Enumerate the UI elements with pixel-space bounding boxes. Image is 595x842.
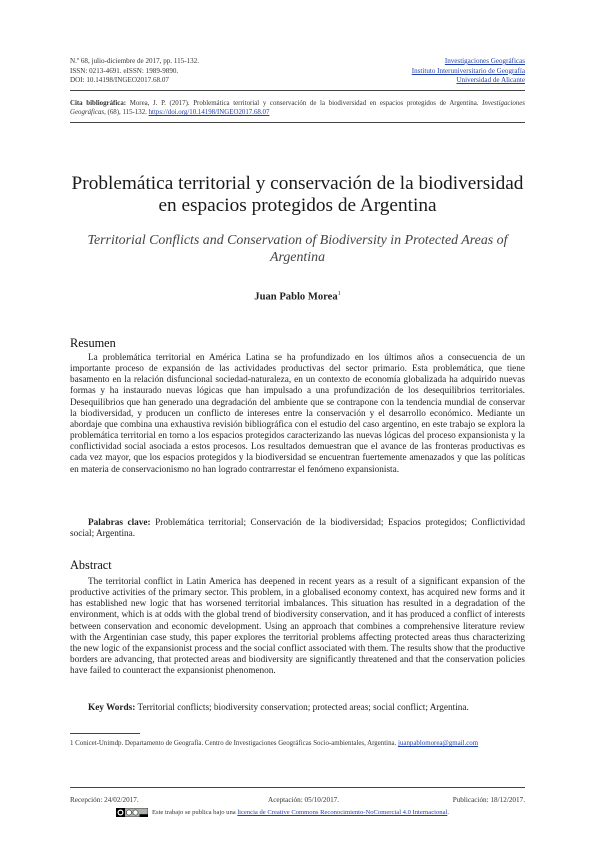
abstract-text: The territorial conflict in Latin America has deepened in recent years as a result of a significant expansion of the productive activities of the primary sector. This problem, in a globalised economy context, has acquired new forms and it has established new logic that has worsened territorial imbalances. This situation has resulted in a degradation of the environment, which is at odds with the global trend of biodiversity conservation, and it has produced a conflict of interests between conservation and economic development. Using an approach that combines a comprehensive literature review with the Argentinian case study, this paper explores the territorial problems affecting protected areas thus characterizing the new logic of the expansionist process and the social conflict associated with them. The results show that the productive borders are advancing, that protected areas and biodiversity are significantly threatened and that the conservation policies have failed to counteract the expansionist phenomenon. (70, 577, 525, 677)
author-name (70, 291, 525, 303)
journal-issue-info (70, 57, 199, 86)
received-date: Recepción: 24/02/2017. (70, 796, 139, 804)
citation-issue: , (68), 115-132. (104, 109, 149, 117)
journal-name-link[interactable]: Investigaciones Geográficas (444, 57, 525, 65)
citation-text: Morea, J. P. (2017). Problemática territorial y conservación de la biodiversidad en espacios protegidos de Argentina. (126, 100, 483, 107)
resumen-paragraph (70, 353, 525, 476)
footnote-email-link[interactable]: juanpablomorea@gmail.com (398, 740, 479, 747)
citation-divider (70, 122, 525, 123)
published-date: Publicación: 18/12/2017. (452, 796, 525, 804)
keywords-label-en: Key Words: (88, 703, 136, 713)
license-line (116, 808, 536, 817)
license-text: Este trabajo se publica bajo una (152, 809, 238, 817)
citation-block (70, 99, 525, 118)
citation-doi-link[interactable]: https://doi.org/10.14198/INGEO2017.68.07 (148, 109, 270, 117)
resumen-text: La problemática territorial en América Latina se ha profundizado en los últimos años a consecuencia de un importante proceso de expansión de las actividades productivas del sector primario. Esta problemática, que tiene basamento en la relación disfuncional sociedad-naturaleza, en un contexto de economía globalizada ha adquirido nuevas formas y ha instaurado nuevas lógicas que han impulsado a una profundización de los desequilibrios territoriales. Desequilibrios que han generado una degradación del ambiente que se contrapone con la tendencia mundial de conservar la biodiversidad, y producen un conflicto de intereses entre la conservación y el desarrollo económico. Mediante un abordaje que combina una exhaustiva revisión bibliográfica con el estudio del caso argentino, en este trabajo se explora la problemática territorial en torno a los espacios protegidos caracterizando las nuevas lógicas del proceso expansionista y la conflictividad social asociada a estos procesos. Los resultados demuestran que el avance de las fronteras productivas es cada vez mayor, que los espacios protegidos y la biodiversidad se encuentran fuertemente amenazados y que las políticas en materia de conservacionismo no han logrado contrarrestar el fenómeno expansionista. (70, 353, 525, 475)
footnote (70, 739, 525, 748)
institute-link[interactable]: Instituto Interuniversitario de Geografía (411, 66, 525, 75)
footnote-text: Conicet-Unimdp. Departamento de Geografía. Centro de Investigaciones Geográficas Socio-ambientales, Argentina. (73, 740, 399, 747)
journal-publisher-info (412, 57, 525, 86)
title-english: Territorial Conflicts and Conservation of Biodiversity in Protected Areas of Argentina (87, 233, 508, 265)
title-spanish: Problemática territorial y conservación de la biodiversidad en espacios protegidos de Argentina (71, 173, 524, 216)
doi-line: DOI: 10.14198/INGEO2017.68.07 (70, 76, 169, 85)
header-divider (70, 90, 525, 91)
footnote-divider (70, 733, 140, 734)
abstract-keywords (70, 703, 525, 714)
author-footnote-mark: 1 (337, 291, 341, 297)
university-link[interactable]: Universidad de Alicante (456, 76, 525, 85)
citation-journal: Investigaciones Geográficas (70, 100, 525, 117)
license-link[interactable]: licencia de Creative Commons Reconocimiento-NoComercial 4.0 Internacional (237, 809, 448, 817)
footnote-number: 1 (70, 740, 74, 747)
abstract-paragraph (70, 577, 525, 677)
abstract-heading: Abstract (70, 558, 112, 572)
keywords-en: Territorial conflicts; biodiversity conservation; protected areas; social conflict; Argentina. (135, 703, 469, 713)
issn-line: ISSN: 0213-4691. eISSN: 1989-9890. (70, 66, 179, 75)
resumen-heading: Resumen (70, 336, 116, 350)
footer-divider (70, 787, 525, 788)
accepted-date: Aceptación: 05/10/2017. (268, 796, 340, 804)
issue-line: N.º 68, julio-diciembre de 2017, pp. 115-132. (70, 57, 200, 65)
cc-by-nc-badge-icon[interactable] (116, 808, 148, 817)
license-end: . (447, 809, 449, 817)
resumen-keywords (70, 518, 525, 540)
keywords-label-es: Palabras clave: (88, 518, 151, 528)
author-text: Juan Pablo Morea (254, 291, 338, 303)
citation-label: Cita bibliográfica: (70, 100, 127, 107)
keywords-es: Problemática territorial; Conservación de la biodiversidad; Espacios protegidos; Conflictividad social; Argentina. (70, 518, 525, 540)
